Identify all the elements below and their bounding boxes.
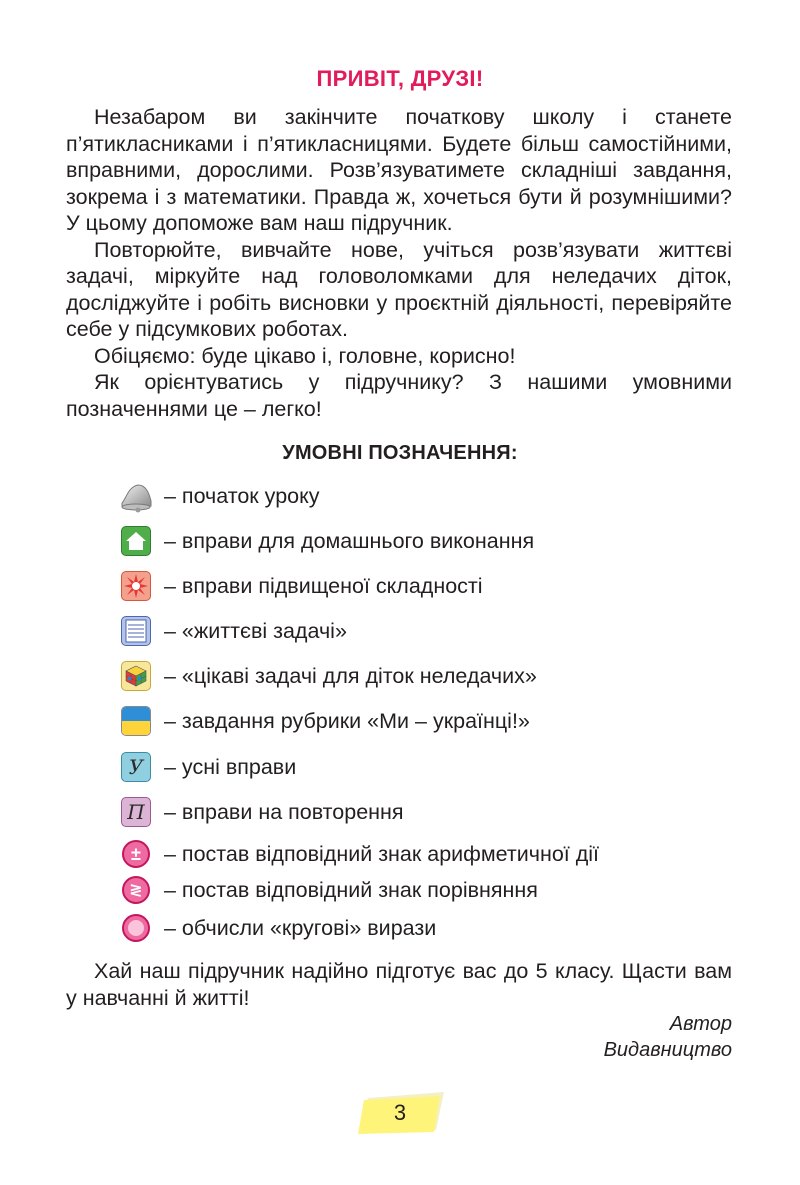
star-burst-icon (118, 568, 154, 604)
legend-item-label: – завдання рубрики «Ми – українці!» (164, 708, 530, 733)
legend-item-label: – вправи на повторення (164, 799, 404, 824)
letter-p-glyph: П (127, 800, 145, 824)
page-number: 3 (393, 1100, 407, 1125)
letter-u-icon (118, 749, 154, 785)
outro-text (66, 958, 732, 1012)
intro-paragraph: Незабаром ви закінчите початкову школу і станете п’ятикласниками і п’ятикласницями. Будете більш самостійними, вправними, дорослими. Розв’язуватимете складніші завдання, зокрема і з математики. Правда ж, хочеться бути й розумнішими? У цьому допоможе вам наш підручник. (66, 105, 732, 235)
letter-u-glyph: У (128, 755, 144, 779)
legend-item (118, 658, 537, 694)
page-title: ПРИВІТ, ДРУЗІ! (316, 66, 484, 91)
legend-item-label: – початок уроку (164, 483, 320, 508)
signature-publisher: Видавництво (603, 1039, 732, 1061)
legend-item (118, 836, 599, 872)
home-icon (118, 523, 154, 559)
legend-item (118, 749, 296, 785)
signature-author: Автор (669, 1013, 732, 1035)
legend-item-label: – «життєві задачі» (164, 618, 347, 643)
legend-item (118, 872, 538, 908)
bell-icon (118, 478, 154, 514)
compare-circle-icon (118, 872, 154, 908)
legend-item-label: – обчисли «кругові» вирази (164, 915, 437, 940)
intro-paragraph: Повторюйте, вивчайте нове, учіться розв’язувати життєві задачі, міркуйте над головоломками для неледачих діток, досліджуйте і робіть висновки у проєктній діяльності, перевіряйте себе у підсумкових роботах. (66, 237, 732, 341)
legend-item (118, 568, 483, 604)
plus-minus-circle-icon (118, 836, 154, 872)
compare-glyph: ≷ (129, 880, 143, 899)
notebook-icon (118, 613, 154, 649)
legend-item-label: – «цікаві задачі для діток неледачих» (164, 663, 537, 688)
intro-text (66, 104, 732, 422)
legend-title: УМОВНІ ПОЗНАЧЕННЯ: (282, 442, 518, 464)
ukraine-flag-icon (118, 703, 154, 739)
legend-item-label: – вправи для домашнього виконання (164, 528, 535, 553)
legend-item (118, 703, 530, 739)
outro-paragraph: Хай наш підручник надійно підготує вас до 5 класу. Щасти вам у навчанні й житті! (66, 959, 732, 1010)
legend-item-label: – вправи підвищеної складності (164, 573, 483, 598)
letter-p-icon (118, 794, 154, 830)
rubiks-cube-icon (118, 658, 154, 694)
legend-item (118, 794, 404, 830)
legend-item (118, 910, 436, 946)
legend-item-label: – усні вправи (164, 754, 297, 779)
intro-paragraph: Обіцяємо: буде цікаво і, головне, корисно! (94, 343, 516, 368)
legend-item (118, 523, 534, 559)
legend-item-label: – постав відповідний знак порівняння (164, 877, 538, 902)
legend-item (118, 478, 320, 514)
legend-item (118, 613, 347, 649)
ring-circle-icon (118, 910, 154, 946)
intro-paragraph: Як орієнтуватись у підручнику? З нашими умовними позначеннями це – легко! (66, 370, 732, 421)
legend-item-label: – постав відповідний знак арифметичної дії (164, 841, 600, 866)
plus-minus-glyph: ± (131, 844, 141, 864)
